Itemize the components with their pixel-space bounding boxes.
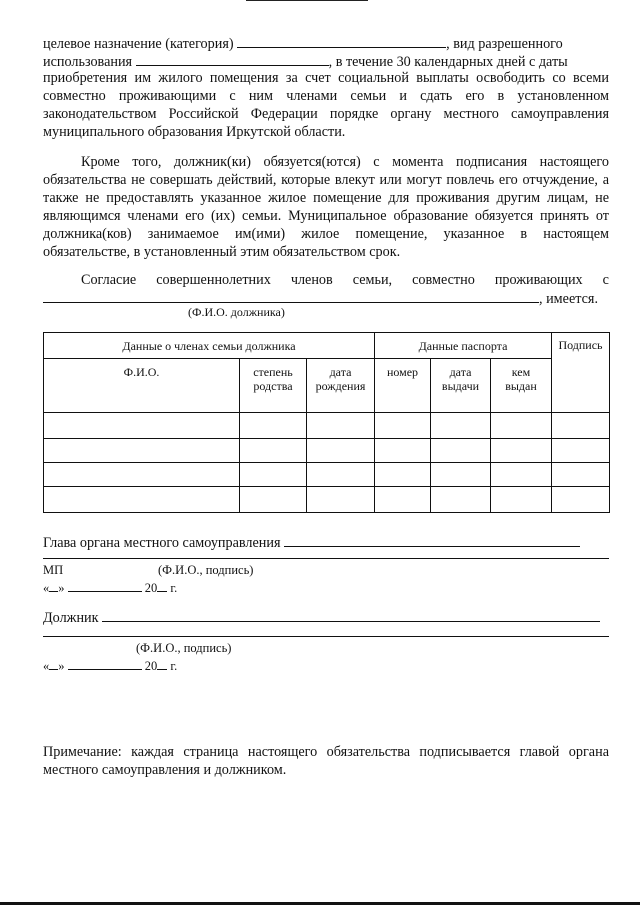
consent-tail: , имеется. — [539, 291, 599, 307]
head-date-month-field[interactable] — [68, 577, 142, 592]
target-category-line — [43, 33, 609, 53]
head-signature-field[interactable] — [284, 532, 580, 547]
table-row — [44, 439, 610, 463]
table-row — [44, 413, 610, 439]
table-row — [44, 487, 610, 513]
consent-word: совершеннолетних — [156, 272, 271, 288]
debtor-signature-line — [43, 607, 609, 627]
head-signature-line — [43, 532, 609, 552]
seal-mark: МП — [43, 563, 64, 577]
consent-word: Согласие — [81, 272, 137, 288]
consent-word: с — [602, 272, 609, 288]
target-category-label: целевое назначение (категория) — [43, 36, 234, 52]
debtor-name-line — [43, 288, 609, 308]
debtor-signature-label: Должник — [43, 610, 99, 626]
consent-word: проживающих — [494, 272, 583, 288]
consent-word: членов — [290, 272, 333, 288]
signature-header: Подпись — [552, 333, 610, 413]
debtor-signature-rule — [43, 636, 609, 637]
debtor-date-month-field[interactable] — [68, 655, 142, 670]
family-members-table — [43, 332, 610, 513]
head-date-line: « » 20 г. — [43, 577, 609, 597]
debtor-date-line: « » 20 г. — [43, 655, 609, 675]
debtor-date-day-field[interactable] — [49, 655, 58, 670]
consent-word: совместно — [412, 272, 475, 288]
permitted-use-line — [43, 51, 609, 71]
relation-header: степень родства — [240, 359, 307, 413]
head-date-year-field[interactable] — [157, 577, 167, 592]
permitted-use-label: , вид разрешенного — [446, 36, 563, 52]
note-paragraph: Примечание: каждая страница настоящего обязательства подписывается главой органа местного самоуправления и должником. — [43, 744, 609, 778]
consent-line — [43, 271, 609, 289]
top-page-rule — [246, 0, 368, 1]
consent-word: семьи, — [352, 272, 393, 288]
passport-number-header: номер — [375, 359, 431, 413]
issued-by-header: кем выдан — [491, 359, 552, 413]
permitted-use-field[interactable] — [136, 51, 329, 66]
head-date-day-field[interactable] — [49, 577, 58, 592]
debtor-signature-field[interactable] — [102, 607, 600, 622]
debtor-name-field[interactable] — [43, 288, 539, 303]
permitted-use-label-2: использования — [43, 54, 133, 70]
debtor-date-year-field[interactable] — [157, 655, 167, 670]
obligation-paragraph-1: приобретения им жилого помещения за счет социальной выплаты освободить со всеми совместно проживающими с ним членами семьи и сдать его в установленном законодательством Российской Федерации порядке органу местного самоуправления муниципального образования Иркутской области. — [43, 70, 609, 140]
head-signature-rule — [43, 558, 609, 559]
head-signature-label: Глава органа местного самоуправления — [43, 535, 281, 551]
fio-header: Ф.И.О. — [44, 359, 240, 413]
passport-data-header: Данные паспорта — [375, 333, 552, 359]
debtor-signature-caption: (Ф.И.О., подпись) — [136, 641, 232, 655]
birth-date-header: дата рождения — [307, 359, 375, 413]
family-data-header: Данные о членах семьи должника — [44, 333, 375, 359]
debtor-name-caption: (Ф.И.О. должника) — [188, 305, 285, 319]
issue-date-header: дата выдачи — [431, 359, 491, 413]
table-row — [44, 463, 610, 487]
head-signature-caption: (Ф.И.О., подпись) — [158, 563, 254, 577]
obligation-paragraph-2: Кроме того, должник(ки) обязуется(ются) с момента подписания настоящего обязательства не совершать действий, которые влекут или могут повлечь его отчуждение, а также не предоставлять указанное жилое помещение для проживания другим лицам, не являющимся членами его (их) семьи. Муниципальное образование обязуется принять от должника(ков) занимаемое им(ими) жилое помещение, указанное в настоящем обязательстве, в установленный этим обязательством срок. — [43, 154, 609, 260]
target-category-field[interactable] — [237, 33, 446, 48]
deadline-text: , в течение 30 календарных дней с даты — [328, 54, 568, 70]
